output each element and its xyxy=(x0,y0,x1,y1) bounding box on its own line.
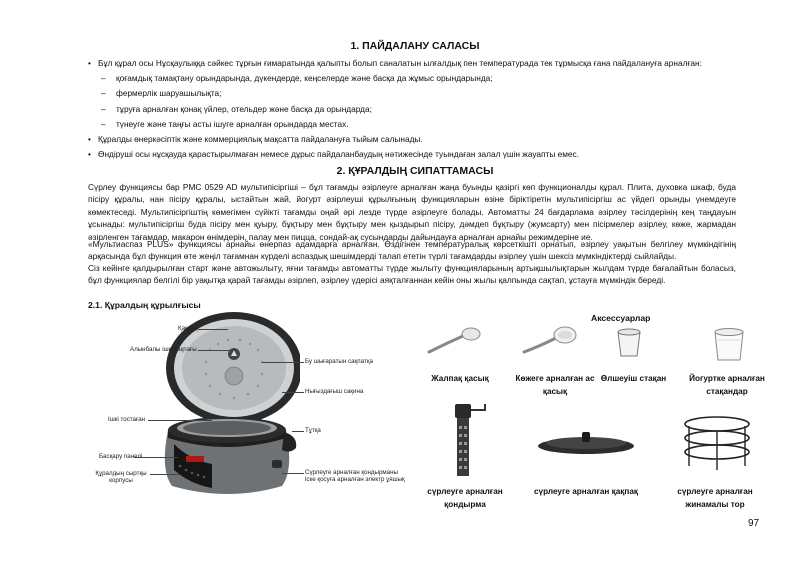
label-steam-valve: Бу шығаратын сақпатқа xyxy=(305,358,373,365)
smoker-attachment-icon xyxy=(445,400,491,480)
list-item: • Құралды өнеркәсіптік және коммерциялық мақсатта пайдалануға тыйым салынады. xyxy=(88,134,423,145)
caption-measuring-cup: Өлшеуіш стақан xyxy=(600,374,667,383)
label-cord-socket: Сүрлеуге арналған қондырманы іске қосуға арналған электр ұяшық xyxy=(305,469,405,484)
section2-paragraph-2: «Мультиаспаз PLUS» функциясы арнайы өнерпаз адамдарға арналған. Өздігінен температуралық көрсеткішті орнатып, әзірлеу уақытын белгілеу мүмкіндігінің арқасында бұл функция өте жеңіл тағамнан күрделі аспаздық шешімдерді талап ететін түрлі тағамдарды әзірлеу үшін шексіз мүмкіндіктерді сыйлайды. xyxy=(88,239,736,262)
soup-spoon-icon xyxy=(520,322,580,362)
list-item: • Бұл құрал осы Нұсқаулыққа сәйкес тұрғын ғимаратында қалыпты болып саналатын ылғалдық пен температурада тек тұрмысқа ғана пайдалануға арналған: xyxy=(88,58,702,68)
label-housing: Құралдың сыртқы корпусы xyxy=(95,470,147,485)
list-item: • Өндіруші осы нұсқауда қарастырылмаған немесе дұрыс пайдаланбаудың нәтижесінде туындаған залал үшін жауапты емес. xyxy=(88,149,579,160)
caption-ladle: Жалпақ қасық xyxy=(431,374,489,383)
caption-smoker-attachment: сүрлеуге арналған қондырма xyxy=(427,487,503,509)
section2-paragraph-3: Сіз кейінге қалдырылған старт және автожылыту, яғни тағамды автоматты түрде жылыту функцияларының артықшылықтарын жылдам түрде бағалайтын боласыз, бұл функциялар белгілі бір уақытқа қарай тағамды әзірлеп, әзірлеу үдерісі аяқталғаннан кейін оны жылы қалпында сақтап, ұстауға мүмкіндік береді. xyxy=(88,263,736,286)
accessories-title: Аксессуарлар xyxy=(591,313,651,323)
label-seal: Нығыздағыш сақина xyxy=(305,388,364,395)
caption-soup-spoon: Көжеге арналған ас қасық xyxy=(515,374,595,396)
section21-title: 2.1. Құралдың құрылғысы xyxy=(88,300,201,310)
list-item: – тұруға арналған қонақ үйлер, отельдер және басқа да орындарда; xyxy=(101,103,372,114)
section2-title: 2. ҚҰРАЛДЫҢ СИПАТТАМАСЫ xyxy=(336,165,494,177)
smoker-rack-icon xyxy=(680,412,754,476)
list-item: – түнеуге және таңғы асты ішуге арналған орындарда местах. xyxy=(101,118,349,129)
section1-title: 1. ПАЙДАЛАНУ САЛАСЫ xyxy=(350,40,480,52)
label-lid: Қақпақ xyxy=(178,325,198,332)
label-inner-lid: Алынбалы ішкі қақпағы xyxy=(130,346,197,353)
caption-smoker-lid: сүрлеуге арналған қақпақ xyxy=(533,487,639,496)
list-item: – қоғамдық тамақтану орындарында, дүкендерде, кеңселерде және басқа да жұмыс орындарында; xyxy=(101,73,493,84)
label-control-panel: Басқару панелі xyxy=(99,453,143,460)
page-number: 97 xyxy=(748,518,760,529)
multicooker-illustration xyxy=(150,310,300,500)
measuring-cup-icon xyxy=(614,328,644,360)
list-item: – фермерлік шаруашылықта; xyxy=(101,88,222,99)
ladle-icon xyxy=(425,322,485,362)
caption-yogurt-cup: Йогуртке арналған стақандар xyxy=(689,374,765,396)
section1-list xyxy=(88,56,702,162)
label-inner-bowl: Ішкі тостаған xyxy=(108,416,146,423)
label-handle: Тұтқа xyxy=(305,427,321,434)
smoker-lid-icon xyxy=(536,426,636,456)
caption-smoker-rack: сүрлеуге арналған жинамалы тор xyxy=(677,487,753,509)
yogurt-cup-icon xyxy=(712,326,746,364)
section2-paragraph-1: Сүрлеу функциясы бар PMC 0529 AD мультипісіргіші – бұл тағамды әзірлеуге арналған жаңа буынды қазіргі көп функционалды құрал. Плита, духовка шкаф, буда пісіру құралы, нан пісіру құралы, ыстайтын жай, йогурт әзірлеуші құрылғының функцияларын өзіне біріктіретін мультипісіргіш ас үйдегі орынды үнемдеуге көмектеседі. Мультипісіргіштің көмегімен сүйікті тағамды оңай әрі лезде түрде әзірлеуге болады. Автоматты 24 бағдарлама әзірлеу тәсілдерінің кең таңдауын ұсынады: мультипісіргіш буда пісіру мен қуыру, бұқтыру мен бұқтыру мен қыздырып пісіру, дәмдеп бұқтыру (жумсарту) мен пісірмелер әзірлеу, көже, жармадан әзірленген тағамдар, макарон өнімдерін, палау мен пицца, сондай-ақ сусындарды дайындауға арналған арнайы режимдеріне ие. xyxy=(88,182,736,242)
